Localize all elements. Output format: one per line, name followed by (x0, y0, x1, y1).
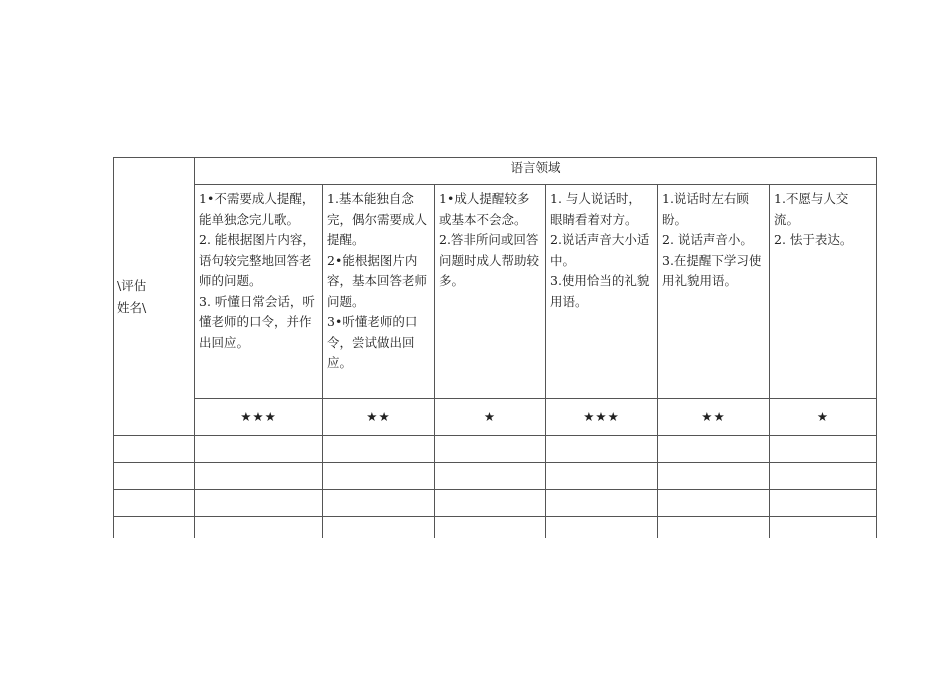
score-cell (435, 463, 546, 490)
score-cell (658, 463, 770, 490)
rating-stars-4: ★★★ (546, 399, 658, 436)
score-cell (323, 490, 435, 517)
criteria-item: 2. 怯于表达。 (774, 232, 853, 247)
criteria-cell-6 (770, 185, 877, 399)
empty-rows (114, 436, 877, 544)
score-cell (435, 490, 546, 517)
criteria-item: 2.答非所问或回答问题时成人帮助较多。 (439, 232, 540, 288)
score-cell (546, 436, 658, 463)
criteria-item: 3•听懂老师的口令，尝试做出回应。 (327, 314, 418, 370)
criteria-item: 2•能根据图片内容，基本回答老师问题。 (327, 252, 428, 309)
corner-header-cell (114, 158, 195, 436)
table-row (114, 490, 877, 517)
score-cell (658, 436, 770, 463)
criteria-cell-2 (323, 185, 435, 399)
score-cell (770, 436, 877, 463)
table-row (114, 463, 877, 490)
score-cell (658, 490, 770, 517)
criteria-cell-4 (546, 185, 658, 399)
corner-label-line-2: 姓名\ (117, 299, 147, 315)
rating-stars-3: ★ (435, 399, 546, 436)
page-bottom-margin (0, 538, 950, 678)
criteria-item: 2. 能根据图片内容，语句较完整地回答老师的问题。 (199, 232, 315, 288)
rating-stars-1: ★★★ (195, 399, 323, 436)
criteria-item: 3. 听懂日常会话，听懂老师的口令，并作出回应。 (199, 293, 315, 350)
score-cell (323, 436, 435, 463)
criteria-item: 1. 与人说话时，眼睛看着对方。 (550, 191, 641, 227)
criteria-item: 1•不需要成人提醒，能单独念完儿歌。 (199, 191, 315, 227)
criteria-item: 2. 说话声音小。 (662, 232, 753, 247)
criteria-item: 2.说话声音大小适中。 (550, 232, 650, 268)
criteria-item: 1.不愿与人交流。 (774, 191, 849, 227)
score-cell (195, 436, 323, 463)
criteria-item: 1.基本能独自念完，偶尔需要成人提醒。 (327, 191, 428, 247)
rating-stars-5: ★★ (658, 399, 770, 436)
criteria-item: 1.说话时左右顾盼。 (662, 191, 749, 227)
assessment-table (113, 157, 877, 543)
score-cell (546, 463, 658, 490)
table-row (114, 436, 877, 463)
criteria-item: 1•成人提醒较多或基本不会念。 (439, 191, 530, 227)
criteria-item: 3.在提醒下学习使用礼貌用语。 (662, 252, 762, 288)
score-cell (195, 463, 323, 490)
name-cell (114, 490, 195, 517)
score-cell (770, 490, 877, 517)
score-cell (323, 463, 435, 490)
rating-stars-2: ★★ (323, 399, 435, 436)
rating-row (114, 399, 877, 436)
rating-stars-6: ★ (770, 399, 877, 436)
corner-label-line-1: \评估 (117, 277, 147, 293)
criteria-row (114, 185, 877, 399)
score-cell (770, 463, 877, 490)
score-cell (195, 490, 323, 517)
score-cell (435, 436, 546, 463)
name-cell (114, 436, 195, 463)
criteria-item: 3.使用恰当的礼貌用语。 (550, 273, 650, 309)
criteria-cell-3 (435, 185, 546, 399)
name-cell (114, 463, 195, 490)
score-cell (546, 490, 658, 517)
criteria-cell-5 (658, 185, 770, 399)
domain-title: 语言领域 (195, 158, 877, 185)
criteria-cell-1 (195, 185, 323, 399)
